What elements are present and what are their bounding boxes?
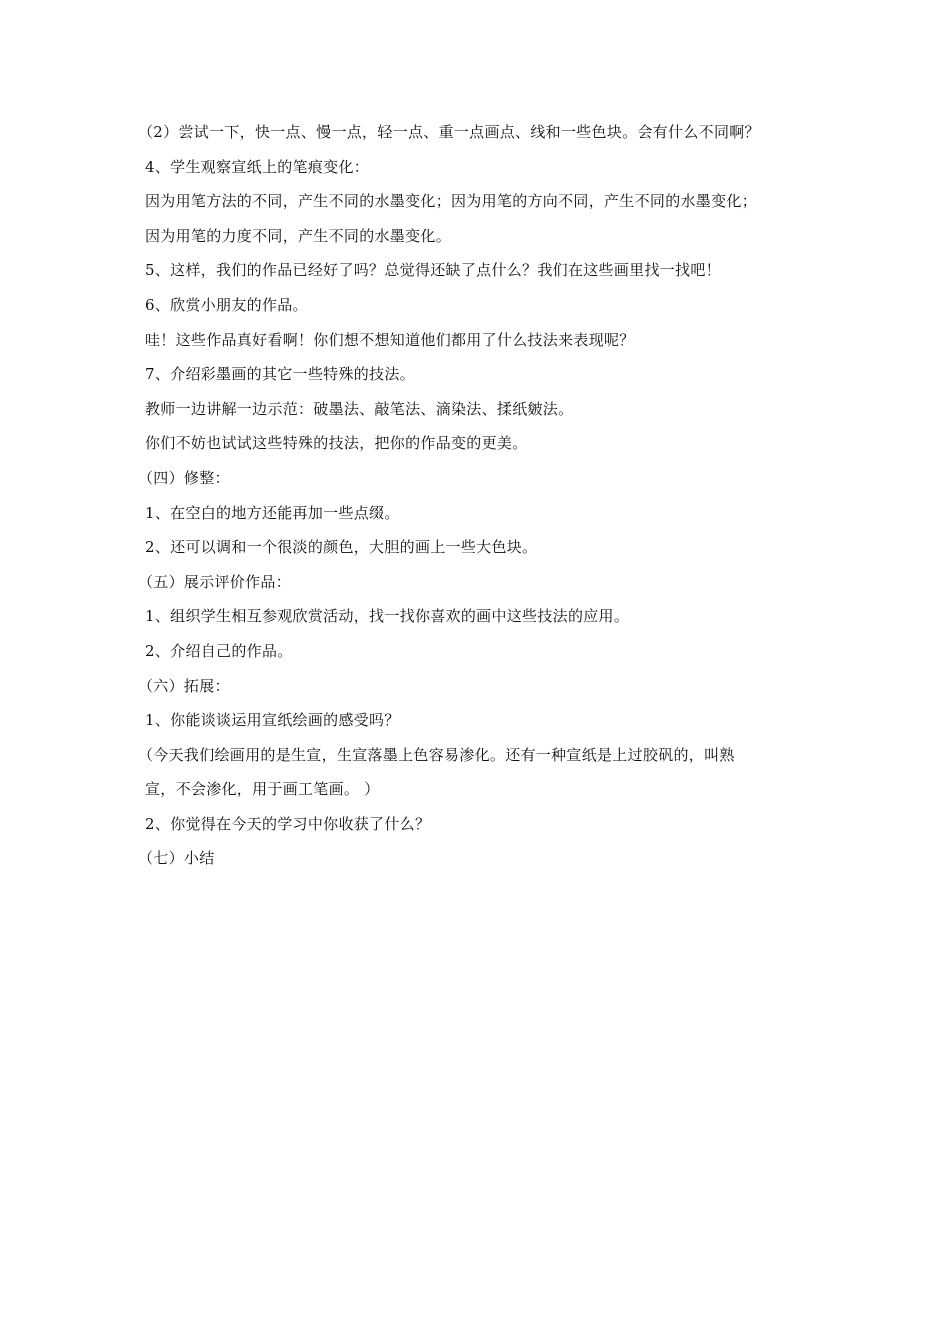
text-line-extend-1: 1、你能谈谈运用宣纸绘画的感受吗？ <box>145 711 400 730</box>
section-heading-display: （五）展示评价作品： <box>138 572 292 591</box>
text-line-extend-2: 2、你觉得在今天的学习中你收获了什么？ <box>145 814 431 833</box>
text-line-brush-method: 因为用笔方法的不同，产生不同的水墨变化；因为用笔的方向不同，产生不同的水墨变化； <box>145 192 758 211</box>
text-line-step-6-appreciate: 6、欣赏小朋友的作品。 <box>145 295 308 314</box>
text-line-revise-2: 2、还可以调和一个很淡的颜色，大胆的画上一些大色块。 <box>145 538 538 557</box>
text-line-wow: 哇！这些作品真好看啊！你们想不想知道他们都用了什么技法来表现呢？ <box>145 330 635 349</box>
text-line-step-2-try: （2）尝试一下，快一点、慢一点，轻一点、重一点画点、线和一些色块。会有什么不同啊？ <box>138 123 760 141</box>
text-line-step-4-observe: 4、学生观察宣纸上的笔痕变化： <box>145 157 370 176</box>
section-heading-revise: （四）修整： <box>138 468 230 487</box>
text-line-paper-note-2: 宣，不会渗化，用于画工笔画。 ） <box>145 780 380 799</box>
text-line-step-5-question: 5、这样，我们的作品已经好了吗？总觉得还缺了点什么？我们在这些画里找一找吧！ <box>145 261 721 280</box>
document-body <box>138 115 835 876</box>
section-heading-summary: （七）小结 <box>138 849 215 868</box>
section-heading-extend: （六）拓展： <box>138 676 230 695</box>
text-line-step-7-techniques: 7、介绍彩墨画的其它一些特殊的技法。 <box>145 365 415 384</box>
text-line-revise-1: 1、在空白的地方还能再加一些点缀。 <box>145 503 400 522</box>
text-line-brush-force: 因为用笔的力度不同，产生不同的水墨变化。 <box>145 226 452 245</box>
text-line-teacher-demo: 教师一边讲解一边示范：破墨法、敲笔法、滴染法、揉纸皴法。 <box>145 399 574 418</box>
text-line-try-techniques: 你们不妨也试试这些特殊的技法，把你的作品变的更美。 <box>145 434 528 453</box>
text-line-display-1: 1、组织学生相互参观欣赏活动，找一找你喜欢的画中这些技法的应用。 <box>145 607 630 626</box>
text-line-paper-note-1: （今天我们绘画用的是生宣，生宣落墨上色容易渗化。还有一种宣纸是上过胶矾的，叫熟 <box>138 745 735 764</box>
text-line-display-2: 2、介绍自己的作品。 <box>145 641 293 660</box>
